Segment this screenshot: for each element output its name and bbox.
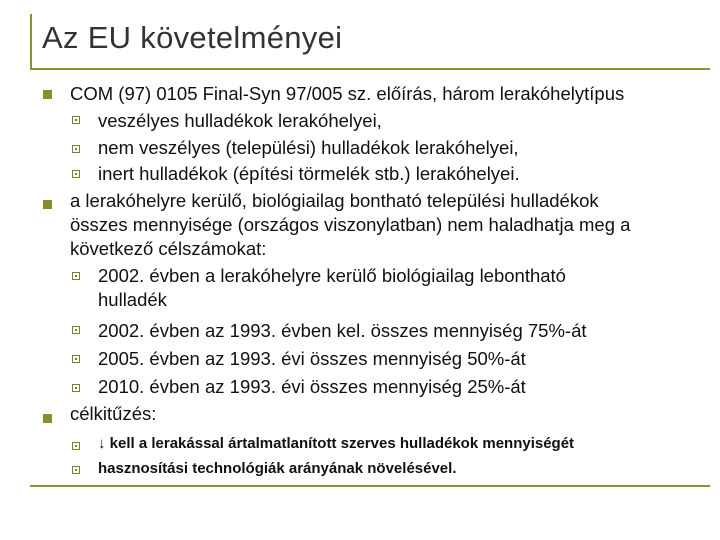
hollow-square-bullet-icon: [72, 272, 80, 280]
slide-title: Az EU követelményei: [42, 20, 343, 55]
bullet-text-line: következő célszámokat:: [70, 238, 267, 259]
hollow-square-bullet-icon: [72, 145, 80, 153]
bullet-text: célkitűzés:: [70, 403, 157, 424]
sub-bullet-text: ↓ kell a lerakással ártalmatlanított szerves hulladékok mennyiségét: [98, 435, 575, 452]
sub-bullet-text: veszélyes hulladékok lerakóhelyei,: [98, 110, 382, 131]
sub-bullet-text-continued: hulladék: [98, 289, 167, 310]
sub-bullet-text: 2002. évben a lerakóhelyre kerülő biológiailag lebontható: [98, 265, 566, 286]
sub-bullet-text: 2002. évben az 1993. évben kel. összes mennyiség 75%-át: [98, 320, 587, 341]
title-underline: [30, 68, 710, 70]
sub-bullet-text: nem veszélyes (települési) hulladékok lerakóhelyei,: [98, 137, 519, 158]
bullet-text: COM (97) 0105 Final-Syn 97/005 sz. előírás, három lerakóhelytípus: [70, 83, 625, 104]
hollow-square-bullet-icon: [72, 384, 80, 392]
hollow-square-bullet-icon: [72, 355, 80, 363]
title-frame-vertical-line: [30, 14, 32, 69]
hollow-square-bullet-icon: [72, 442, 80, 450]
hollow-square-bullet-icon: [72, 116, 80, 124]
hollow-square-bullet-icon: [72, 170, 80, 178]
bullet-text-line: összes mennyisége (országos viszonylatban) nem haladhatja meg a: [70, 214, 631, 235]
square-bullet-icon: [43, 414, 52, 423]
sub-bullet-text: 2010. évben az 1993. évi összes mennyiség 25%-át: [98, 376, 526, 397]
square-bullet-icon: [43, 200, 52, 209]
bottom-divider: [30, 485, 710, 487]
hollow-square-bullet-icon: [72, 326, 80, 334]
square-bullet-icon: [43, 90, 52, 99]
sub-bullet-text: inert hulladékok (építési törmelék stb.) lerakóhelyei.: [98, 163, 520, 184]
sub-bullet-text: hasznosítási technológiák arányának növelésével.: [98, 460, 457, 477]
hollow-square-bullet-icon: [72, 466, 80, 474]
bullet-text-line: a lerakóhelyre kerülő, biológiailag bontható települési hulladékok: [70, 190, 599, 211]
sub-bullet-text: 2005. évben az 1993. évi összes mennyiség 50%-át: [98, 348, 526, 369]
